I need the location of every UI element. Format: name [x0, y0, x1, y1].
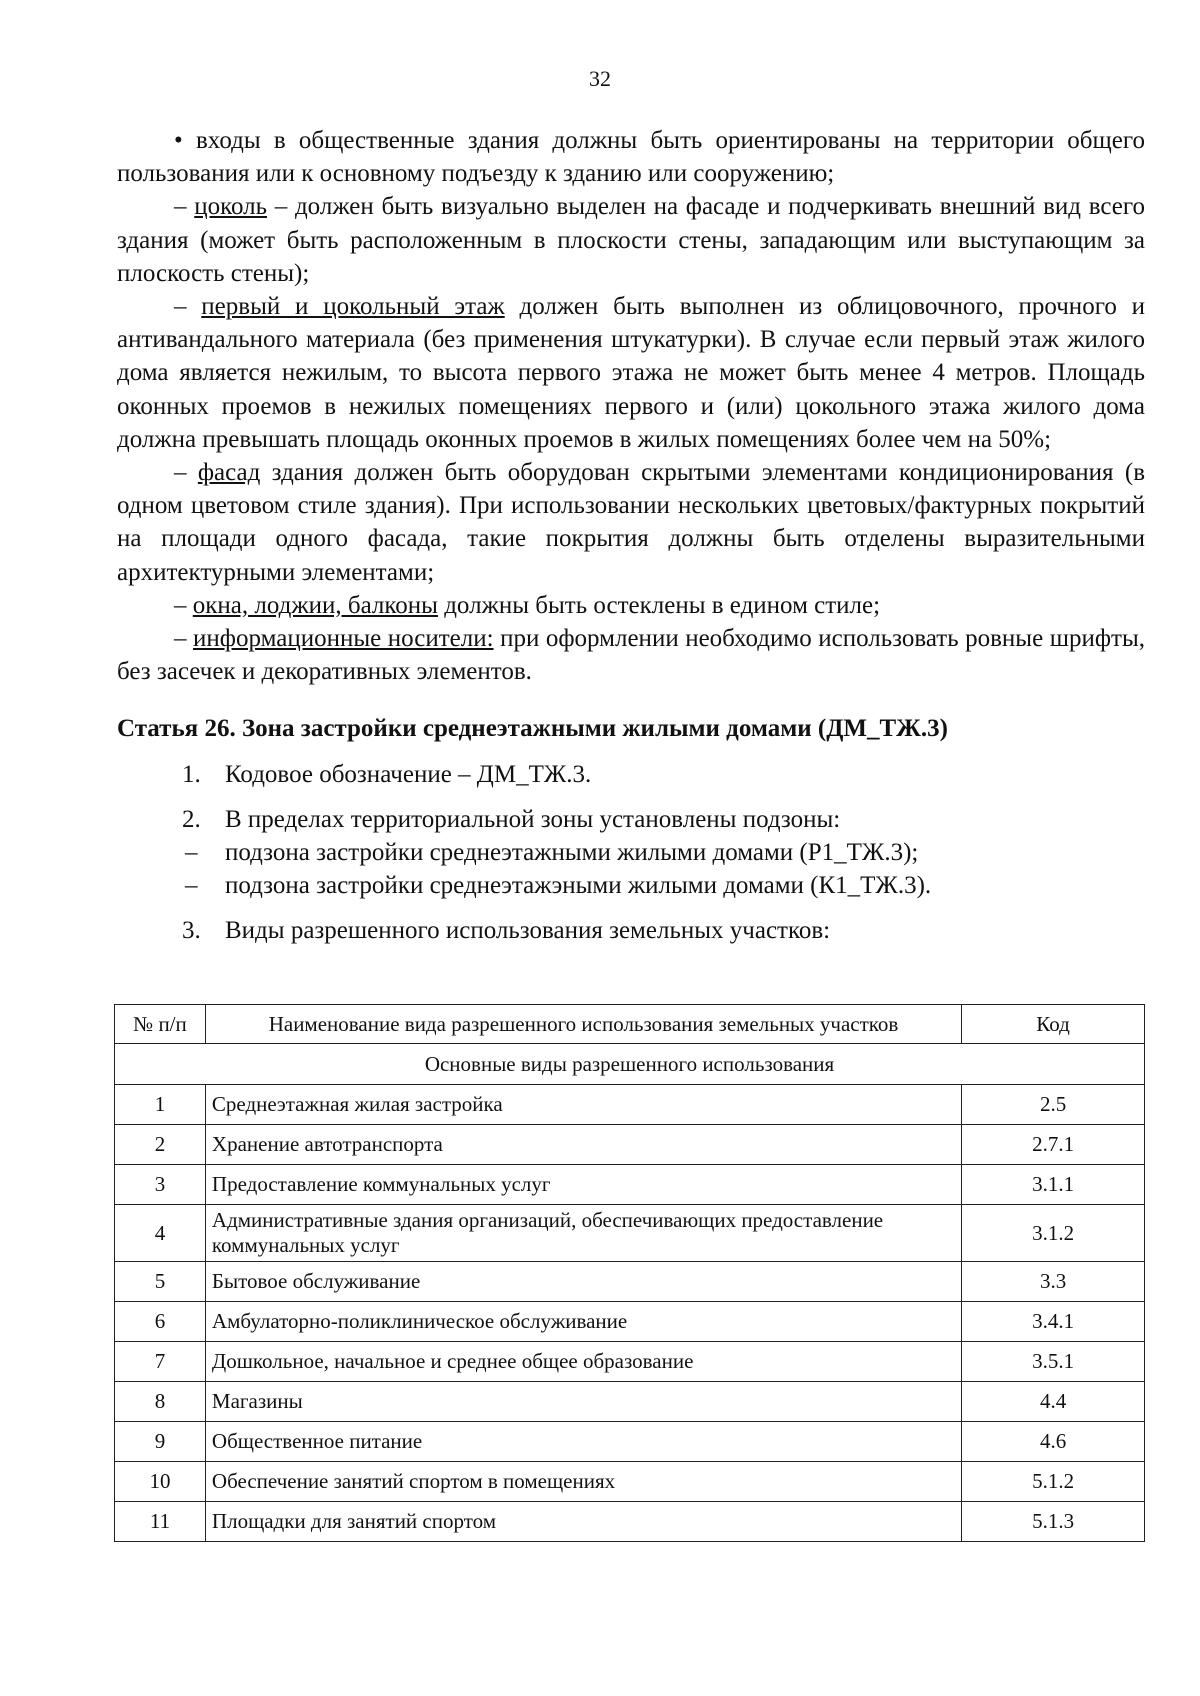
table-row: 2 Хранение автотранспорта 2.7.1 [115, 1125, 1145, 1165]
list-item-code: 1. Кодовое обозначение – ДМ_ТЖ.3. [182, 760, 592, 788]
table-header-row [115, 1005, 1145, 1044]
table-row: 7 Дошкольное, начальное и среднее общее образование 3.5.1 [115, 1342, 1145, 1382]
bullet-marker: • [174, 127, 183, 154]
term-first-floor: первый и цокольный этаж [201, 293, 505, 321]
table-section-row [115, 1044, 1145, 1085]
table-row: 10 Обеспечение занятий спортом в помещениях 5.1.2 [115, 1462, 1145, 1502]
table-row: 9 Общественное питание 4.6 [115, 1422, 1145, 1462]
list-item-subzone-r1: – подзона застройки среднеэтажными жилыми домами (Р1_ТЖ.3); [185, 838, 919, 866]
header-number: № п/п [115, 1005, 206, 1044]
header-code: Код [962, 1005, 1145, 1044]
article-title: Статья 26. Зона застройки среднеэтажными жилыми домами (ДМ_ТЖ.3) [117, 715, 948, 743]
paragraph-first-floor: – первый и цокольный этаж должен быть выполнен из облицовочного, прочного и антивандального материала (без применения штукатурки). В случае если первый этаж жилого дома является нежилым, то высота первого этажа не может быть менее 4 метров. Площадь оконных проемов в нежилых помещениях первого и (или) цокольного этажа жилого дома должна превышать площадь оконных проемов в жилых помещениях более чем на 50%; [117, 293, 1145, 453]
paragraph-signage: – информационные носители: при оформлении необходимо использовать ровные шрифты, без засечек и декоративных элементов. [117, 625, 1145, 686]
list-item-subzones: 2. В пределах территориальной зоны установлены подзоны: [182, 805, 841, 833]
term-windows: окна, лоджии, балконы [192, 591, 438, 619]
paragraph-entrances: • входы в общественные здания должны быть ориентированы на территории общего пользования или к основному подъезду к зданию или сооружению; [117, 127, 1145, 188]
term-facade: фасад [197, 459, 261, 487]
table-row: 6 Амбулаторно-поликлиническое обслуживание 3.4.1 [115, 1302, 1145, 1342]
document-body [117, 124, 1145, 947]
table-row: 11 Площадки для занятий спортом 5.1.3 [115, 1502, 1145, 1542]
header-name: Наименование вида разрешенного использования земельных участков [205, 1005, 961, 1044]
list-item-permitted-uses: 3. Виды разрешенного использования земельных участков: [182, 916, 831, 944]
page-number: 32 [589, 66, 611, 91]
term-signage: информационные носители: [193, 625, 494, 653]
list-item-subzone-k1: – подзона застройки среднеэтажэными жилыми домами (К1_ТЖ.3). [185, 871, 932, 899]
table-row: 5 Бытовое обслуживание 3.3 [115, 1262, 1145, 1302]
table-row: 4 Административные здания организаций, обеспечивающих предоставление коммунальных услуг 3.1.2 [115, 1205, 1145, 1262]
table-row: 8 Магазины 4.4 [115, 1382, 1145, 1422]
table-row: 3 Предоставление коммунальных услуг 3.1.1 [115, 1165, 1145, 1205]
table-row: 1 Среднеэтажная жилая застройка 2.5 [115, 1085, 1145, 1125]
paragraph-plinth: – цоколь – должен быть визуально выделен на фасаде и подчеркивать внешний вид всего здания (может быть расположенным в плоскости стены, западающим или выступающим за плоскость стены); [117, 193, 1145, 287]
section-title: Основные виды разрешенного использования [115, 1044, 1145, 1085]
paragraph-windows: – окна, лоджии, балконы должны быть остеклены в едином стиле; [174, 591, 881, 619]
term-plinth: цоколь [194, 193, 268, 221]
permitted-uses-table [114, 1004, 1145, 1542]
paragraph-facade: – фасад здания должен быть оборудован скрытыми элементами кондиционирования (в одном цветовом стиле здания). При использовании нескольких цветовых/фактурных покрытий на площади одного фасада, такие покрытия должны быть отделены выразительными архитектурными элементами; [117, 459, 1145, 586]
